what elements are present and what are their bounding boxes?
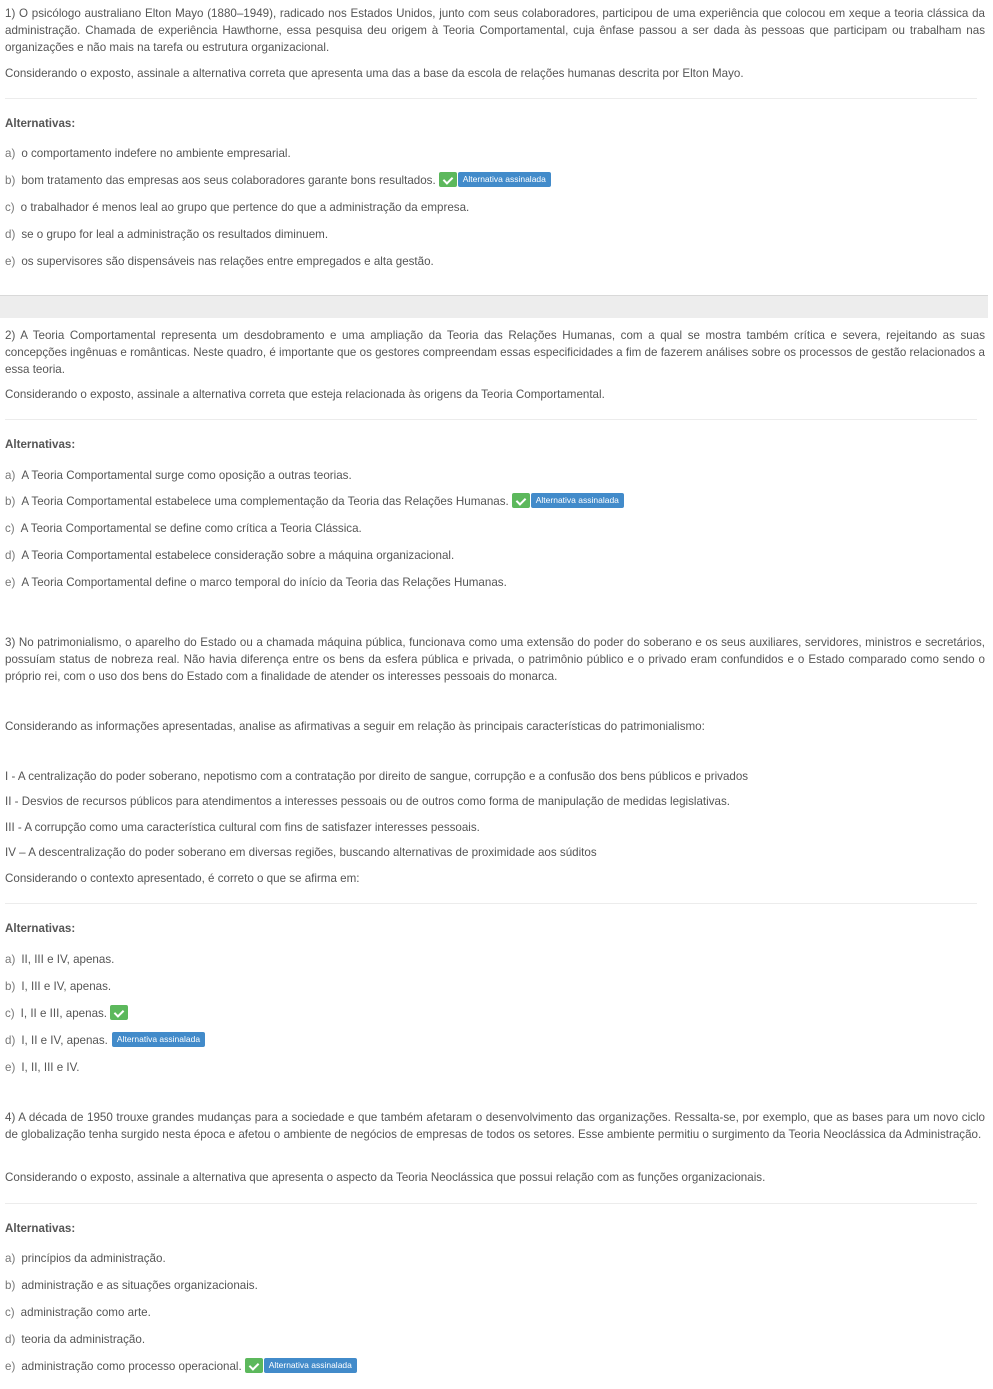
statement-i-wrap (5, 768, 985, 785)
option-a[interactable]: a) A Teoria Comportamental surge como oposição a outras teorias. (5, 469, 352, 482)
option-c[interactable]: c) administração como arte. (5, 1306, 151, 1319)
question-3-ask-wrap (5, 870, 985, 887)
correct-check-icon (512, 493, 530, 508)
question-2-prompt: Considerando o exposto, assinale a alternativa correta que esteja relacionada às origens da Teoria Comportamental. (5, 388, 605, 401)
statement-i: I - A centralização do poder soberano, nepotismo com a contratação por direito de sangue, corrupção e a confusão dos bens públicos e privados (5, 770, 749, 783)
statement-iii: III - A corrupção como uma característica cultural com fins de satisfazer interesses pessoais. (5, 821, 480, 834)
option-d[interactable]: d) se o grupo for leal a administração os resultados diminuem. (5, 228, 329, 241)
option-e[interactable]: e) os supervisores são dispensáveis nas relações entre empregados e alta gestão. (5, 255, 434, 268)
selected-badge: Alternativa assinalada (112, 1032, 205, 1047)
divider (5, 98, 977, 99)
option-b[interactable]: b) I, III e IV, apenas. (5, 980, 112, 993)
correct-check-icon (110, 1005, 128, 1020)
option-c[interactable]: c) A Teoria Comportamental se define como crítica a Teoria Clássica. (5, 522, 362, 535)
alternatives-title: Alternativas: (5, 1222, 76, 1235)
question-1-statement: 1) O psicólogo australiano Elton Mayo (1880–1949), radicado nos Estados Unidos, junto com seus colaboradores, participou de uma experiência que colocou em xeque a teoria clássica da administração. Chamada de experiência Hawthorne, essa pesquisa deu origem à Teoria Comportamental, cuja ênfase passou a ser dada às pessoas que participam ou trabalham nas organizações e não mais na tarefa ou estrutura organizacional. (5, 7, 985, 54)
option-b[interactable]: b) administração e as situações organizacionais. (5, 1279, 258, 1292)
option-e[interactable]: e) A Teoria Comportamental define o marco temporal do início da Teoria das Relações Humanas. (5, 576, 507, 589)
question-3-ask: Considerando o contexto apresentado, é correto o que se afirma em: (5, 872, 360, 885)
option-c[interactable]: c) I, II e III, apenas. (5, 1005, 128, 1023)
divider (5, 1203, 977, 1204)
divider (5, 903, 977, 904)
option-d[interactable]: d) A Teoria Comportamental estabelece consideração sobre a máquina organizacional. (5, 549, 455, 562)
question-1-prompt-wrap (5, 65, 985, 82)
correct-check-icon (439, 172, 457, 187)
option-b[interactable]: b) A Teoria Comportamental estabelece uma complementação da Teoria das Relações Humanas. Alternativa assinalada (5, 493, 624, 511)
correct-check-icon (245, 1358, 263, 1373)
divider (5, 419, 977, 420)
question-2-statement: 2) A Teoria Comportamental representa um desdobramento e uma ampliação da Teoria das Relações Humanas, com a qual se mostra também crítica e severa, rejeitando as suas concepções ingênuas e românticas. Neste quadro, é importante que os gestores compreendam essas especificidades a fim de fazerem análises sobre os processos de gestão relacionados a essa teoria. (5, 329, 985, 376)
question-3-prompt-wrap (5, 718, 985, 735)
statement-ii-wrap (5, 793, 985, 810)
option-e[interactable]: e) administração como processo operacional. Alternativa assinalada (5, 1358, 357, 1376)
question-1 (5, 5, 985, 56)
option-e[interactable]: e) I, II, III e IV. (5, 1061, 80, 1074)
option-c[interactable]: c) o trabalhador é menos leal ao grupo que pertence do que a administração da empresa. (5, 201, 470, 214)
statement-iii-wrap (5, 819, 985, 836)
selected-badge: Alternativa assinalada (458, 172, 551, 187)
statement-iv-wrap (5, 844, 985, 861)
question-4-prompt-wrap (5, 1169, 985, 1186)
alternatives-title: Alternativas: (5, 438, 76, 451)
question-3-statement: 3) No patrimonialismo, o aparelho do Estado ou a chamada máquina pública, funcionava como uma extensão do poder do soberano e os seus auxiliares, servidores, ministros e secretários, possuíam status de nobreza real. Não havia diferença entre os bens da esfera pública e privada, o patrimônio público e o privado eram confundidos e o Estado comparado como sendo o próprio rei, com o uso dos bens do Estado com a finalidade de atender os interesses pessoais do monarca. (5, 636, 985, 683)
selected-badge: Alternativa assinalada (531, 493, 624, 508)
option-a[interactable]: a) princípios da administração. (5, 1252, 166, 1265)
option-b[interactable]: b) bom tratamento das empresas aos seus colaboradores garante bons resultados. Alternativa assinalada (5, 172, 551, 190)
question-4 (5, 1109, 985, 1143)
question-4-prompt: Considerando o exposto, assinale a alternativa que apresenta o aspecto da Teoria Neoclássica que possui relação com as funções organizacionais. (5, 1171, 766, 1184)
question-2-prompt-wrap (5, 386, 985, 403)
option-d[interactable]: d) I, II e IV, apenas. Alternativa assinalada (5, 1032, 205, 1050)
question-1-prompt: Considerando o exposto, assinale a alternativa correta que apresenta uma das a base da escola de relações humanas descrita por Elton Mayo. (5, 67, 744, 80)
alternatives-title: Alternativas: (5, 922, 76, 935)
question-3 (5, 634, 985, 685)
question-4-statement: 4) A década de 1950 trouxe grandes mudanças para a sociedade e que também afetaram o desenvolvimento das organizações. Ressalta-se, por exemplo, que as bases para um novo ciclo de globalização tenha surgido nesta época e afetou o ambiente de negócios de empresas de todos os setores. Esse ambiente permitiu o surgimento da Teoria Neoclássica da Administração. (5, 1111, 985, 1141)
question-2 (5, 327, 985, 378)
statement-iv: IV – A descentralização do poder soberano em diversas regiões, buscando alternativas de proximidade aos súditos (5, 846, 597, 859)
option-a[interactable]: a) o comportamento indefere no ambiente empresarial. (5, 147, 291, 160)
option-d[interactable]: d) teoria da administração. (5, 1333, 146, 1346)
alternatives-title: Alternativas: (5, 117, 76, 130)
statement-ii: II - Desvios de recursos públicos para atendimentos a interesses pessoais ou de outros como forma de manipulação de medidas legislativas. (5, 795, 730, 808)
selected-badge: Alternativa assinalada (264, 1358, 357, 1373)
section-separator (0, 295, 988, 318)
question-3-prompt: Considerando as informações apresentadas, analise as afirmativas a seguir em relação às principais características do patrimonialismo: (5, 720, 705, 733)
option-a[interactable]: a) II, III e IV, apenas. (5, 953, 115, 966)
